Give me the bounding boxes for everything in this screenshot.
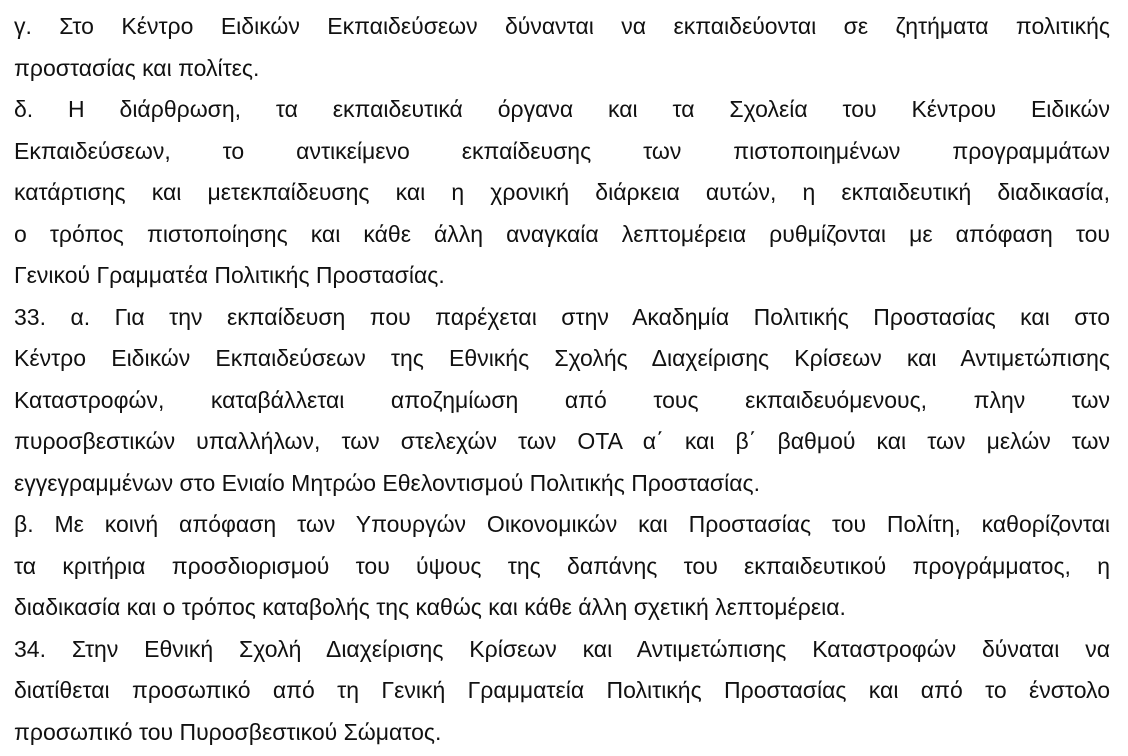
text-line: Γενικού Γραμματέα Πολιτικής Προστασίας. xyxy=(14,262,445,288)
text-line: εγγεγραμμένων στο Ενιαίο Μητρώο Εθελοντισμού Πολιτικής Προστασίας. xyxy=(14,470,761,496)
text-line: πυροσβεστικών υπαλλήλων, των στελεχών των ΟΤΑ α΄ και β΄ βαθμού και των μελών των xyxy=(14,428,1110,454)
text-line: δ. Η διάρθρωση, τα εκπαιδευτικά όργανα και τα Σχολεία του Κέντρου Ειδικών xyxy=(14,96,1110,122)
text-line: προστασίας και πολίτες. xyxy=(14,55,260,81)
text-line: τα κριτήρια προσδιορισμού του ύψους της δαπάνης του εκπαιδευτικού προγράμματος, η xyxy=(14,553,1110,579)
text-line: διαδικασία και ο τρόπος καταβολής της καθώς και κάθε άλλη σχετική λεπτομέρεια. xyxy=(14,594,846,620)
document-page xyxy=(14,0,1110,756)
text-line: β. Με κοινή απόφαση των Υπουργών Οικονομικών και Προστασίας του Πολίτη, καθορίζονται xyxy=(14,511,1110,537)
text-line: 34. Στην Εθνική Σχολή Διαχείρισης Κρίσεων και Αντιμετώπισης Καταστροφών δύναται να xyxy=(14,636,1110,662)
text-line: Κέντρο Ειδικών Εκπαιδεύσεων της Εθνικής Σχολής Διαχείρισης Κρίσεων και Αντιμετώπισης xyxy=(14,345,1110,371)
text-line: ο τρόπος πιστοποίησης και κάθε άλλη αναγκαία λεπτομέρεια ρυθμίζονται με απόφαση του xyxy=(14,221,1110,247)
text-line: 33. α. Για την εκπαίδευση που παρέχεται στην Ακαδημία Πολιτικής Προστασίας και στο xyxy=(14,304,1110,330)
text-line: διατίθεται προσωπικό από τη Γενική Γραμματεία Πολιτικής Προστασίας και από το ένστολο xyxy=(14,677,1110,703)
text-line: γ. Στο Κέντρο Ειδικών Εκπαιδεύσεων δύνανται να εκπαιδεύονται σε ζητήματα πολιτικής xyxy=(14,13,1110,39)
text-line: Εκπαιδεύσεων, το αντικείμενο εκπαίδευσης των πιστοποιημένων προγραμμάτων xyxy=(14,138,1110,164)
text-line: κατάρτισης και μετεκπαίδευσης και η χρονική διάρκεια αυτών, η εκπαιδευτική διαδικασία, xyxy=(14,179,1110,205)
text-line: Καταστροφών, καταβάλλεται αποζημίωση από τους εκπαιδευόμενους, πλην των xyxy=(14,387,1110,413)
text-line: προσωπικό του Πυροσβεστικού Σώματος. xyxy=(14,719,442,745)
